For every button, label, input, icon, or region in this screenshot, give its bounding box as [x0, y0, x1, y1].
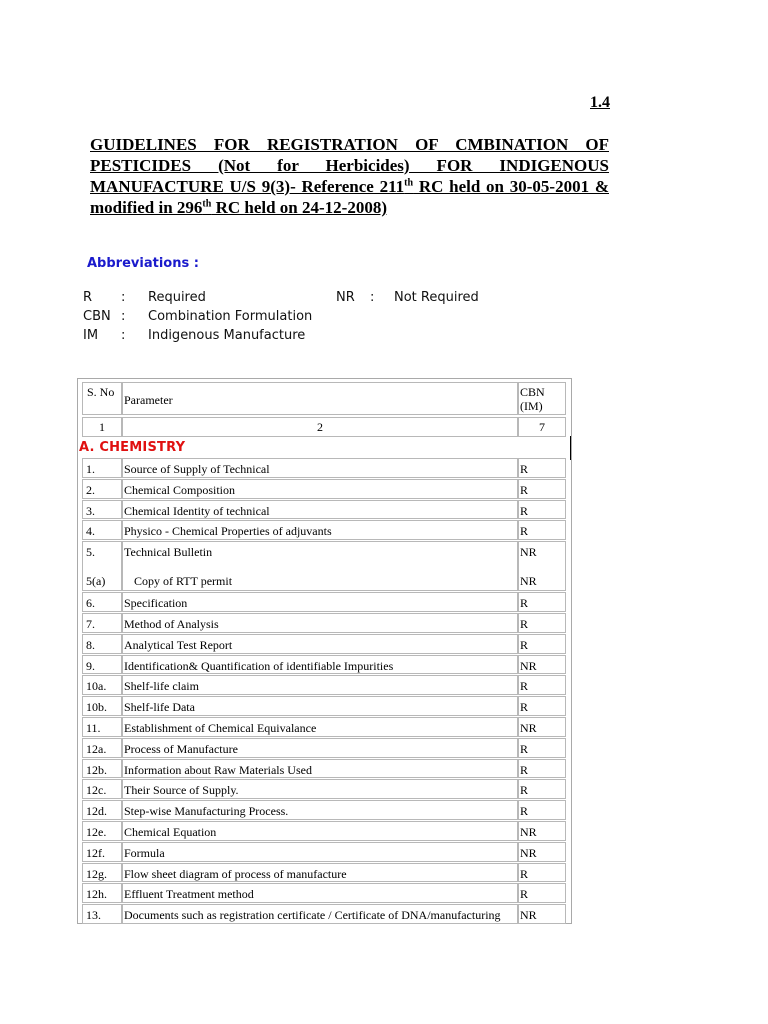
cell-value [518, 541, 566, 591]
row-text: R [520, 617, 529, 631]
cell-sno [82, 696, 122, 716]
row-text: 8. [86, 637, 95, 652]
abbreviation-code: NR [336, 290, 355, 305]
header-sno: S. No [82, 382, 122, 415]
row-text: 5. [86, 545, 95, 560]
cell-value [518, 479, 566, 499]
row-text: Information about Raw Materials Used [124, 762, 312, 777]
row-text: 12g. [86, 866, 107, 881]
row-text: R [520, 503, 529, 518]
row-text: Source of Supply of Technical [124, 462, 270, 476]
row-text: NR [520, 658, 537, 673]
document-title [90, 134, 609, 218]
cell-parameter [122, 675, 518, 695]
row-text: 12h. [86, 887, 107, 902]
row-text: R [520, 866, 529, 881]
row-text: 7. [86, 617, 95, 631]
row-text: Shelf-life Data [124, 700, 195, 715]
row-text: 10a. [86, 679, 107, 694]
row-text: 2. [86, 482, 95, 497]
cell-parameter [122, 520, 518, 540]
cell-value [518, 904, 566, 924]
row-text: R [520, 783, 529, 798]
cell-parameter [122, 479, 518, 499]
row-text: Effluent Treatment method [124, 887, 254, 902]
row-text: Chemical Identity of technical [124, 503, 270, 518]
cell-value [518, 500, 566, 520]
cell-sno [82, 613, 122, 633]
cell-parameter [122, 759, 518, 779]
text-cursor [570, 436, 571, 460]
cell-value [518, 675, 566, 695]
cell-parameter [122, 779, 518, 799]
row-text: Technical Bulletin [124, 545, 213, 560]
row-text: 9. [86, 658, 95, 673]
page-number: 1.4 [590, 94, 610, 111]
cell-value [518, 821, 566, 841]
cell-value [518, 520, 566, 540]
row-text: Physico - Chemical Properties of adjuvants [124, 524, 332, 539]
row-text: Documents such as registration certificate / Certificate of DNA/manufacturing [124, 908, 501, 923]
row-text: R [520, 524, 529, 539]
row-text: 6. [86, 596, 95, 611]
abbreviation-separator: : [121, 328, 126, 343]
abbreviation-code: IM [83, 328, 99, 343]
row-text: Chemical Composition [124, 482, 235, 497]
row-text: Step-wise Manufacturing Process. [124, 804, 289, 819]
row-text: 12d. [86, 804, 107, 819]
cell-sno [82, 904, 122, 924]
cell-sno [82, 500, 122, 520]
cell-sno [82, 479, 122, 499]
header-cbn: CBN (IM) [518, 382, 566, 415]
row-text: 12e. [86, 825, 107, 839]
cell-parameter [122, 883, 518, 903]
sub-row-text: 5(a) [86, 574, 106, 589]
abbreviation-code: CBN [83, 309, 111, 324]
abbreviation-meaning: Indigenous Manufacture [148, 328, 306, 343]
cell-value [518, 842, 566, 862]
cell-sno [82, 592, 122, 612]
cell-sno [82, 458, 122, 478]
title-superscript-1: th [404, 177, 414, 189]
row-text: R [520, 482, 529, 497]
cell-sno [82, 779, 122, 799]
cell-parameter [122, 842, 518, 862]
sub-row-text: NR [520, 574, 537, 589]
row-text: R [520, 700, 529, 715]
row-text: Chemical Equation [124, 825, 217, 839]
abbreviation-code: R [83, 290, 93, 305]
cell-value [518, 696, 566, 716]
cell-sno [82, 800, 122, 820]
row-text: 11. [86, 721, 101, 735]
cell-sno [82, 821, 122, 841]
row-text: Method of Analysis [124, 617, 219, 631]
header-parameter: Parameter [122, 382, 518, 415]
cell-parameter [122, 821, 518, 841]
cell-parameter [122, 800, 518, 820]
abbreviation-meaning: Combination Formulation [148, 309, 313, 324]
row-text: Establishment of Chemical Equivalance [124, 721, 317, 735]
cell-parameter [122, 500, 518, 520]
abbreviation-separator: : [121, 290, 126, 305]
row-text: 12c. [86, 783, 107, 798]
cell-sno [82, 655, 122, 675]
title-superscript-2: th [202, 198, 212, 210]
row-text: Shelf-life claim [124, 679, 199, 694]
row-text: R [520, 741, 529, 756]
cell-sno [82, 842, 122, 862]
row-text: 4. [86, 524, 95, 539]
cell-sno [82, 717, 122, 737]
cell-parameter [122, 634, 518, 654]
row-text: R [520, 596, 529, 611]
row-text: 13. [86, 908, 101, 923]
row-text: Flow sheet diagram of process of manufacture [124, 866, 347, 881]
row-text: NR [520, 845, 537, 860]
row-text: NR [520, 825, 537, 839]
row-text: Formula [124, 845, 165, 860]
cell-sno [82, 634, 122, 654]
cell-value [518, 800, 566, 820]
cell-sno [82, 883, 122, 903]
cell-sno [82, 738, 122, 758]
row-text: Process of Manufacture [124, 741, 238, 756]
title-part-1: GUIDELINES FOR REGISTRATION OF CMBINATION OF PESTICIDES (Not for Herbicides) FOR INDIGENOUS MANUFACTURE U/S 9(3)- Reference 211 [90, 135, 609, 196]
cell-value [518, 759, 566, 779]
row-text: 10b. [86, 700, 107, 715]
row-text: Analytical Test Report [124, 637, 233, 652]
cell-parameter [122, 863, 518, 883]
abbreviation-meaning: Required [148, 290, 206, 305]
row-text: Specification [124, 596, 188, 611]
row-text: 12a. [86, 741, 107, 756]
abbreviation-meaning: Not Required [394, 290, 479, 305]
cell-sno [82, 520, 122, 540]
cell-sno [82, 541, 122, 591]
row-text: Identification& Quantification of identifiable Impurities [124, 658, 394, 673]
title-part-3: RC held on 24-12-2008) [211, 198, 387, 217]
column-number-cbn: 7 [518, 417, 566, 437]
row-text: NR [520, 721, 537, 735]
row-text: NR [520, 545, 537, 560]
row-text: R [520, 804, 529, 819]
title-part-2: RC held on 30-05-2001 & modified in 296 [90, 177, 609, 217]
cell-value [518, 634, 566, 654]
cell-sno [82, 863, 122, 883]
abbreviations-heading: Abbreviations : [87, 256, 199, 271]
cell-value [518, 655, 566, 675]
column-number-parameter: 2 [122, 417, 518, 437]
cell-value [518, 738, 566, 758]
cell-parameter [122, 904, 518, 924]
row-text: R [520, 462, 529, 476]
row-text: R [520, 887, 529, 902]
abbreviation-separator: : [370, 290, 375, 305]
cell-parameter [122, 541, 518, 591]
row-text: R [520, 679, 529, 694]
row-text: R [520, 637, 529, 652]
cell-parameter [122, 717, 518, 737]
abbreviation-separator: : [121, 309, 126, 324]
column-number-sno: 1 [82, 417, 122, 437]
cell-value [518, 592, 566, 612]
cell-parameter [122, 655, 518, 675]
row-text: 1. [86, 462, 95, 476]
row-text: 12b. [86, 762, 107, 777]
row-text: 3. [86, 503, 95, 518]
cell-parameter [122, 738, 518, 758]
row-text: NR [520, 908, 537, 923]
cell-parameter [122, 696, 518, 716]
cell-value [518, 613, 566, 633]
cell-value [518, 717, 566, 737]
row-text: 12f. [86, 845, 105, 860]
section-heading: A. CHEMISTRY [79, 440, 186, 455]
cell-parameter [122, 458, 518, 478]
cell-sno [82, 675, 122, 695]
sub-row-text: Copy of RTT permit [134, 574, 233, 589]
cell-value [518, 458, 566, 478]
cell-sno [82, 759, 122, 779]
cell-value [518, 779, 566, 799]
row-text: Their Source of Supply. [124, 783, 239, 798]
row-text: R [520, 762, 529, 777]
cell-parameter [122, 613, 518, 633]
cell-value [518, 863, 566, 883]
cell-value [518, 883, 566, 903]
cell-parameter [122, 592, 518, 612]
